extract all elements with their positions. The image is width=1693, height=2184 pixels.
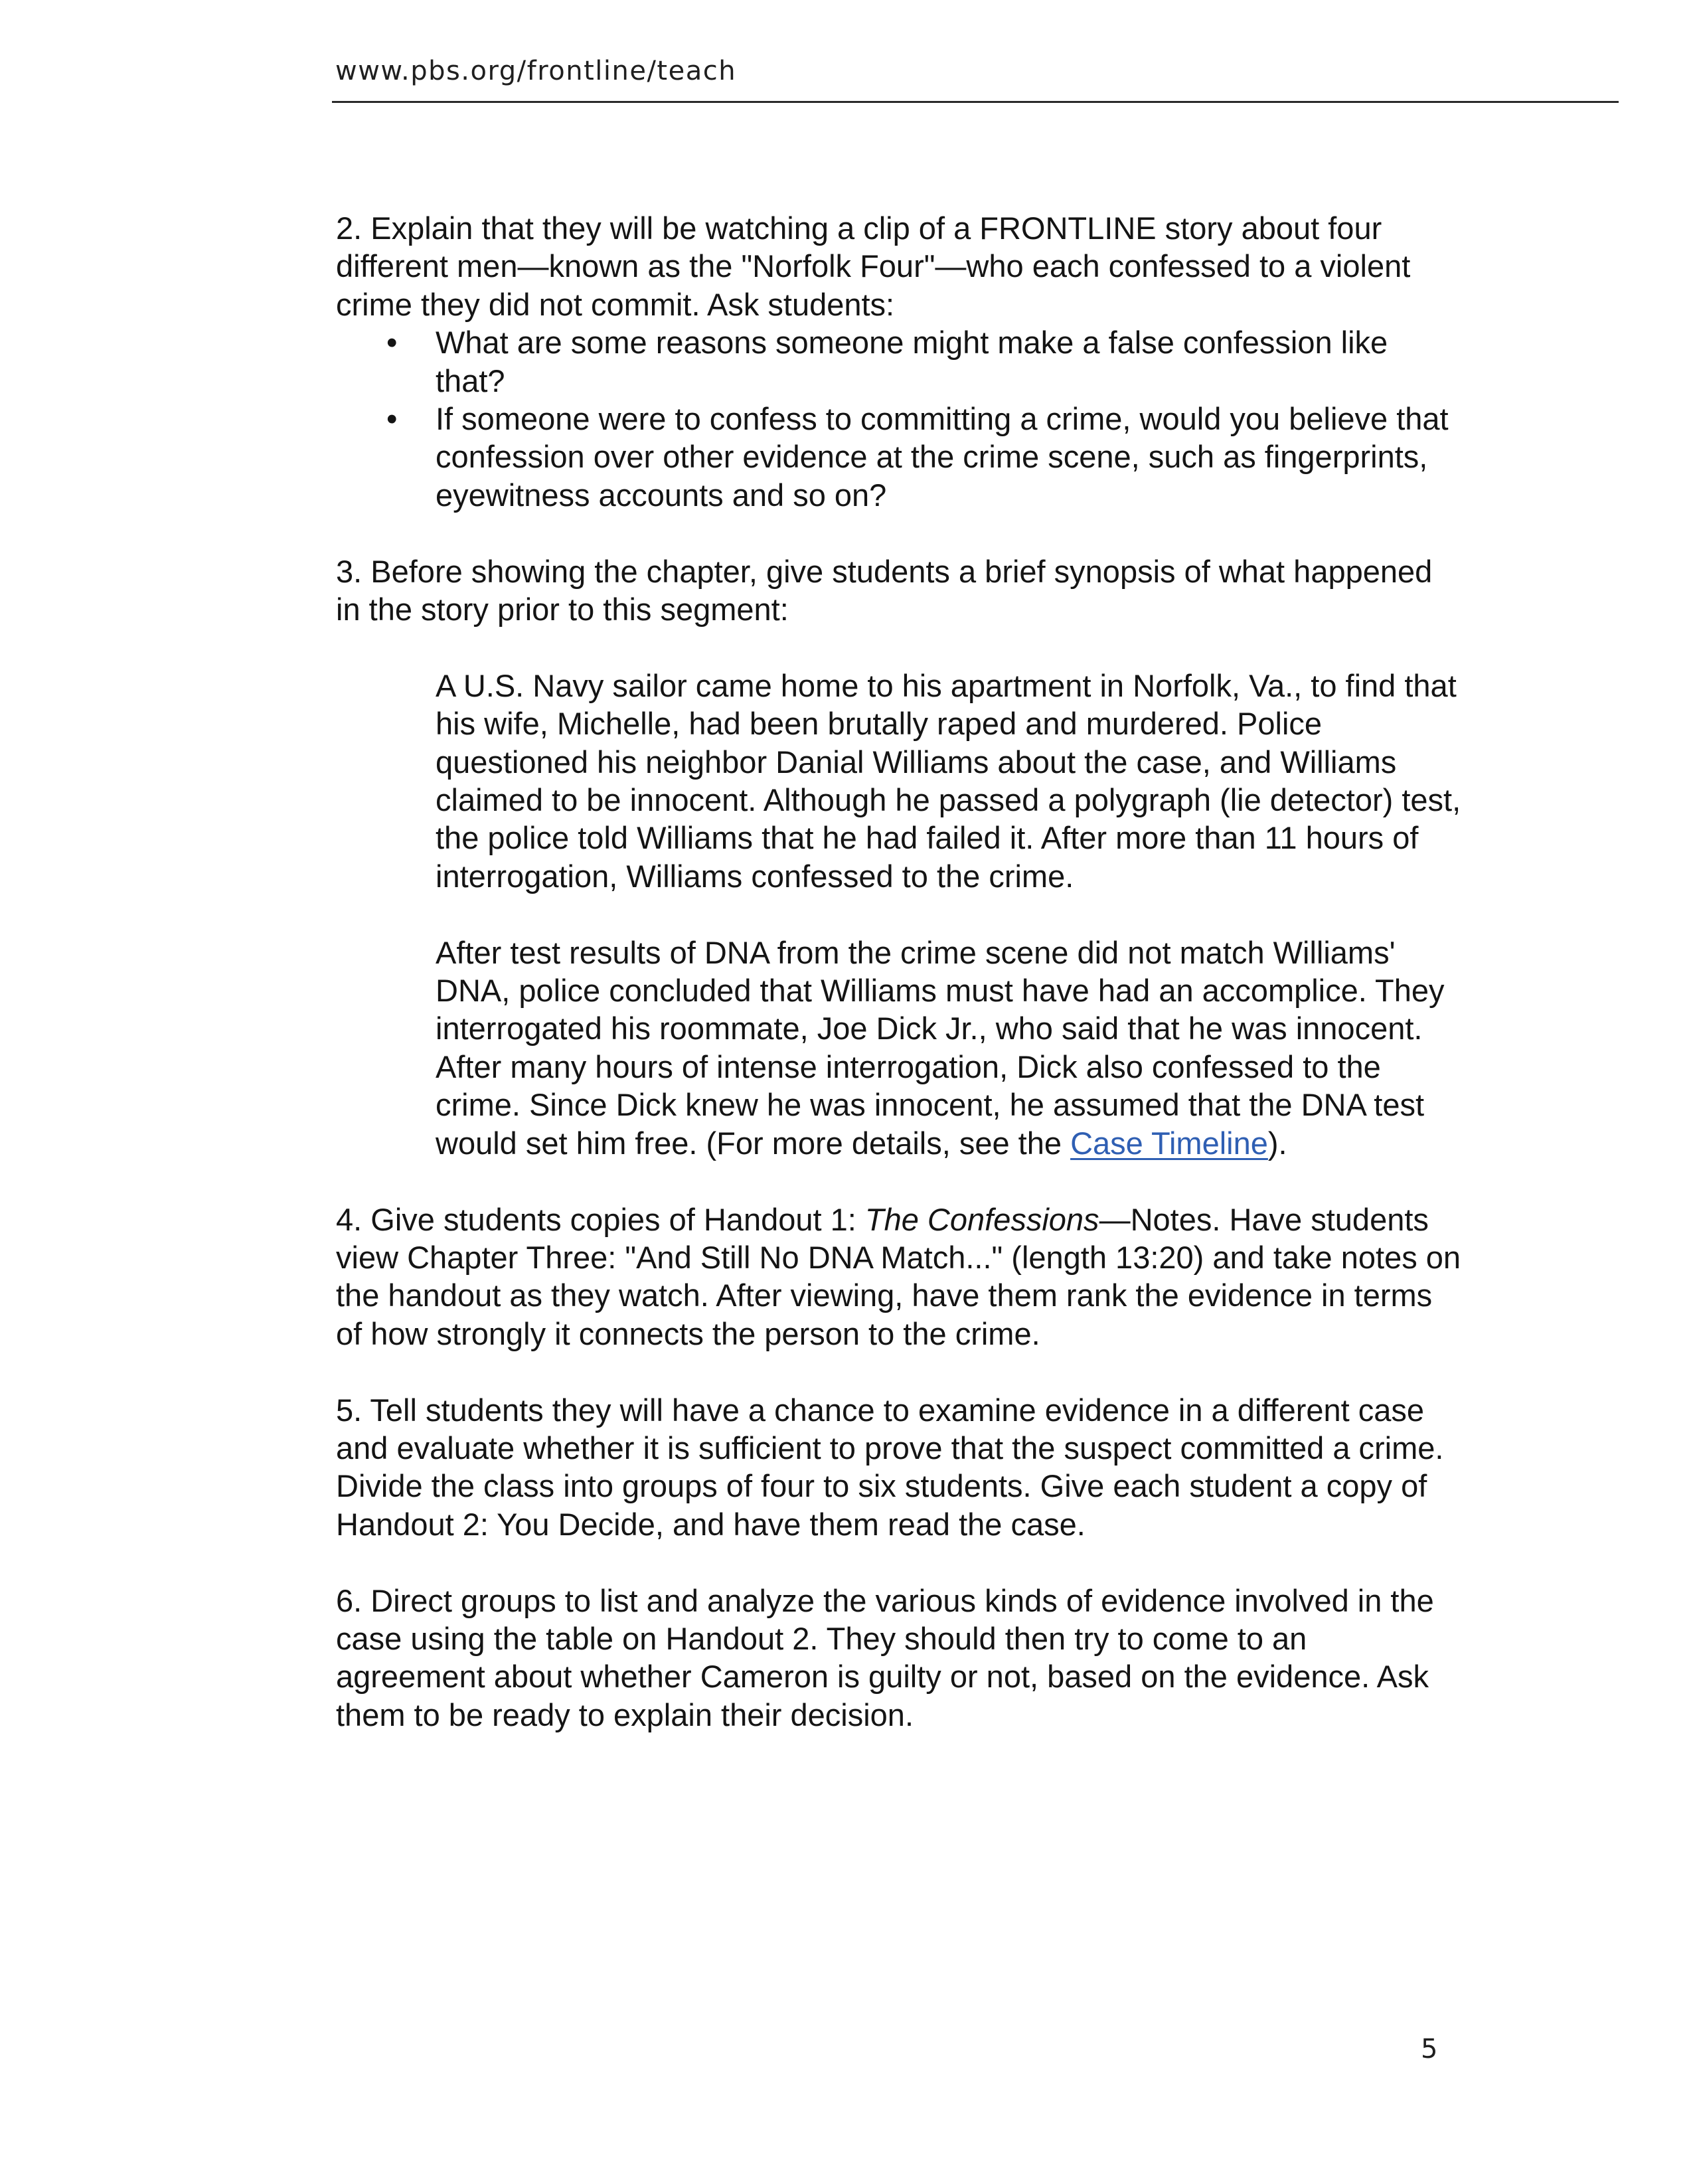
step-5-text: 5. Tell students they will have a chance to examine evidence in a different case and evaluate whether it is sufficient to prove that the suspect committed a crime. Divide the class into groups of four to six students. Give each student a copy of Handout 2: You Decide, and have them read the case.: [336, 1392, 1444, 1542]
header-url: www.pbs.org/frontline/teach: [335, 56, 737, 86]
step-3-text: 3. Before showing the chapter, give students a brief synopsis of what happened in the story prior to this segment:: [336, 553, 1433, 628]
synopsis-text: After test results of DNA from the crime scene did not match Williams' DNA, police concluded that Williams must have had an accomplice. They interrogated his roommate, Joe Dick Jr., who said that he was innocent. After many hours of intense interrogation, Dick also confessed to the crime. Since Dick knew he was innocent, he assumed that the DNA test would set him free. (For more details, see the: [436, 934, 1445, 1161]
bullet-item: [336, 323, 1465, 400]
step-2-bullet-list: [336, 323, 1465, 514]
page-number: 5: [1421, 2034, 1438, 2064]
handout-title: The Confessions: [864, 1201, 1099, 1237]
synopsis-paragraph-2: [436, 934, 1465, 1162]
synopsis-text-end: ).: [1267, 1125, 1287, 1161]
synopsis-paragraph-1: A U.S. Navy sailor came home to his apartment in Norfolk, Va., to find that his wife, Michelle, had been brutally raped and murdered. Police questioned his neighbor Danial Williams about the case, and Williams claimed to be innocent. Although he passed a polygraph (lie detector) test, the police told Williams that he had failed it. After more than 11 hours of interrogation, Williams confessed to the crime.: [436, 667, 1461, 894]
bullet-text: What are some reasons someone might make a false confession like that?: [436, 325, 1388, 398]
main-content: [336, 209, 1465, 1734]
bullet-icon: •: [386, 401, 398, 437]
step-6-text: 6. Direct groups to list and analyze the various kinds of evidence involved in the case using the table on Handout 2. They should then try to come to an agreement about whether Cameron is guilty or not, based on the evidence. Ask them to be ready to explain their decision.: [336, 1582, 1434, 1732]
case-timeline-link[interactable]: Case Timeline: [1070, 1125, 1268, 1161]
bullet-item: [336, 400, 1465, 514]
step-2-text: 2. Explain that they will be watching a clip of a FRONTLINE story about four different men—known as the "Norfolk Four"—who each confessed to a violent crime they did not commit. Ask students:: [336, 210, 1411, 322]
bullet-icon: •: [386, 325, 398, 361]
step-4-lead: 4. Give students copies of Handout 1:: [336, 1201, 865, 1237]
step-4-text: [336, 1201, 1465, 1353]
bullet-text: If someone were to confess to committing a crime, would you believe that confession over other evidence at the crime scene, such as fingerprints, eyewitness accounts and so on?: [436, 401, 1449, 513]
step-4-rest: —Notes. Have students view Chapter Three: "And Still No DNA Match..." (length 13:20) and take notes on the handout as they watch. After viewing, have them rank the evidence in terms of how strongly it connects the person to the crime.: [336, 1201, 1461, 1351]
header-divider: [332, 101, 1619, 103]
